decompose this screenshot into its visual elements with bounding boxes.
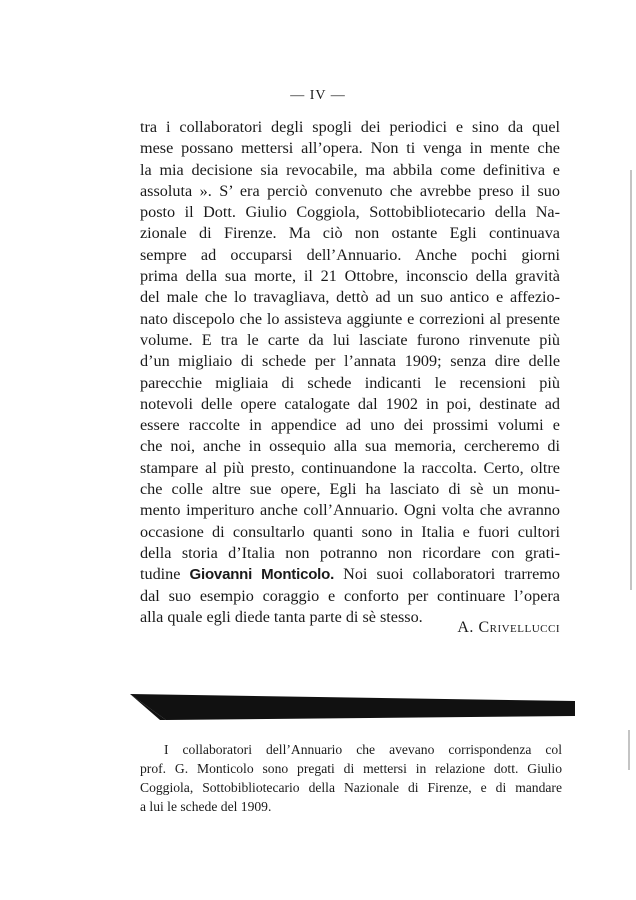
margin-mark [628, 730, 630, 770]
text-fragment: Noi suoi collaboratori trarremo [334, 565, 560, 584]
text-line: tra i collaboratori degli spogli dei periodici e sino da quel [140, 118, 560, 136]
text-fragment: tudine [140, 565, 190, 584]
text-line: la mia decisione sia revocabile, ma abbila come definitiva e [140, 160, 560, 179]
text-line-with-name [140, 564, 560, 585]
text-line: sempre ad occuparsi dell’Annuario. Anche pochi giorni [140, 245, 560, 264]
text-line: che noi, anche in ossequio alla sua memoria, cercheremo di [140, 437, 560, 456]
notice-line: prof. G. Monticolo sono pregati di mettersi in relazione dott. Giulio [140, 761, 562, 776]
notice-line: Coggiola, Sottobibliotecario della Nazionale di Firenze, e di mandare [140, 780, 562, 795]
text-line: d’un migliaio di schede per l’annata 1909; senza dire delle [140, 352, 560, 371]
text-line: notevoli delle opere catalogate dal 1902 in poi, destinate ad [140, 394, 560, 413]
text-line: prima della sua morte, il 21 Ottobre, inconscio della gravità [140, 267, 560, 286]
text-line: assoluta ». S’ era perciò convenuto che avrebbe preso il suo [140, 181, 560, 200]
text-line: parecchie migliaia di schede indicanti le recensioni più [140, 373, 560, 392]
text-line: della storia d’Italia non potranno non ricordare con grati- [140, 543, 560, 562]
text-line: del male che lo travagliava, dettò ad un suo antico e affezio- [140, 288, 560, 307]
text-line: mento imperituro anche coll’Annuario. Ogni volta che avranno [140, 501, 560, 520]
text-line: occasione di consultarlo quanti sono in Italia e fuori cultori [140, 522, 560, 541]
author-initial: A. [457, 619, 474, 636]
text-line: alla quale egli diede tanta parte di sè stesso. [140, 607, 423, 626]
text-line: dal suo esempio coraggio e conforto per continuare l’opera [140, 586, 560, 605]
main-paragraph [140, 117, 560, 628]
honoree-name: Giovanni Monticolo. [189, 566, 335, 584]
margin-mark [630, 170, 632, 590]
text-line: essere raccolte in appendice ad uno dei prossimi volumi e [140, 416, 560, 435]
text-line: zionale di Firenze. Ma ciò non ostante Egli continuava [140, 224, 560, 243]
author-surname: Crivellucci [478, 619, 560, 636]
notice-line: I collaboratori dell’Annuario che avevano corrispondenza col [164, 742, 562, 757]
text-line: stampare al più presto, continuandone la raccolta. Certo, oltre [140, 458, 560, 477]
page-number: — IV — [290, 88, 346, 103]
text-line: volume. E tra le carte da lui lasciate furono rinvenute più [140, 330, 560, 349]
text-line: nato discepolo che lo assisteva aggiunte e correzioni al presente [140, 309, 560, 328]
text-line: mese possano mettersi all’opera. Non ti venga in mente che [140, 139, 560, 158]
notice-paragraph [140, 740, 562, 816]
text-line: che colle altre sue opere, Egli ha lasciato di sè un monu- [140, 480, 560, 499]
notice-line: a lui le schede del 1909. [140, 799, 272, 814]
author-signature [457, 619, 560, 637]
text-line: posto il Dott. Giulio Coggiola, Sottobibliotecario della Na- [140, 203, 560, 222]
mourning-rule [130, 692, 575, 722]
